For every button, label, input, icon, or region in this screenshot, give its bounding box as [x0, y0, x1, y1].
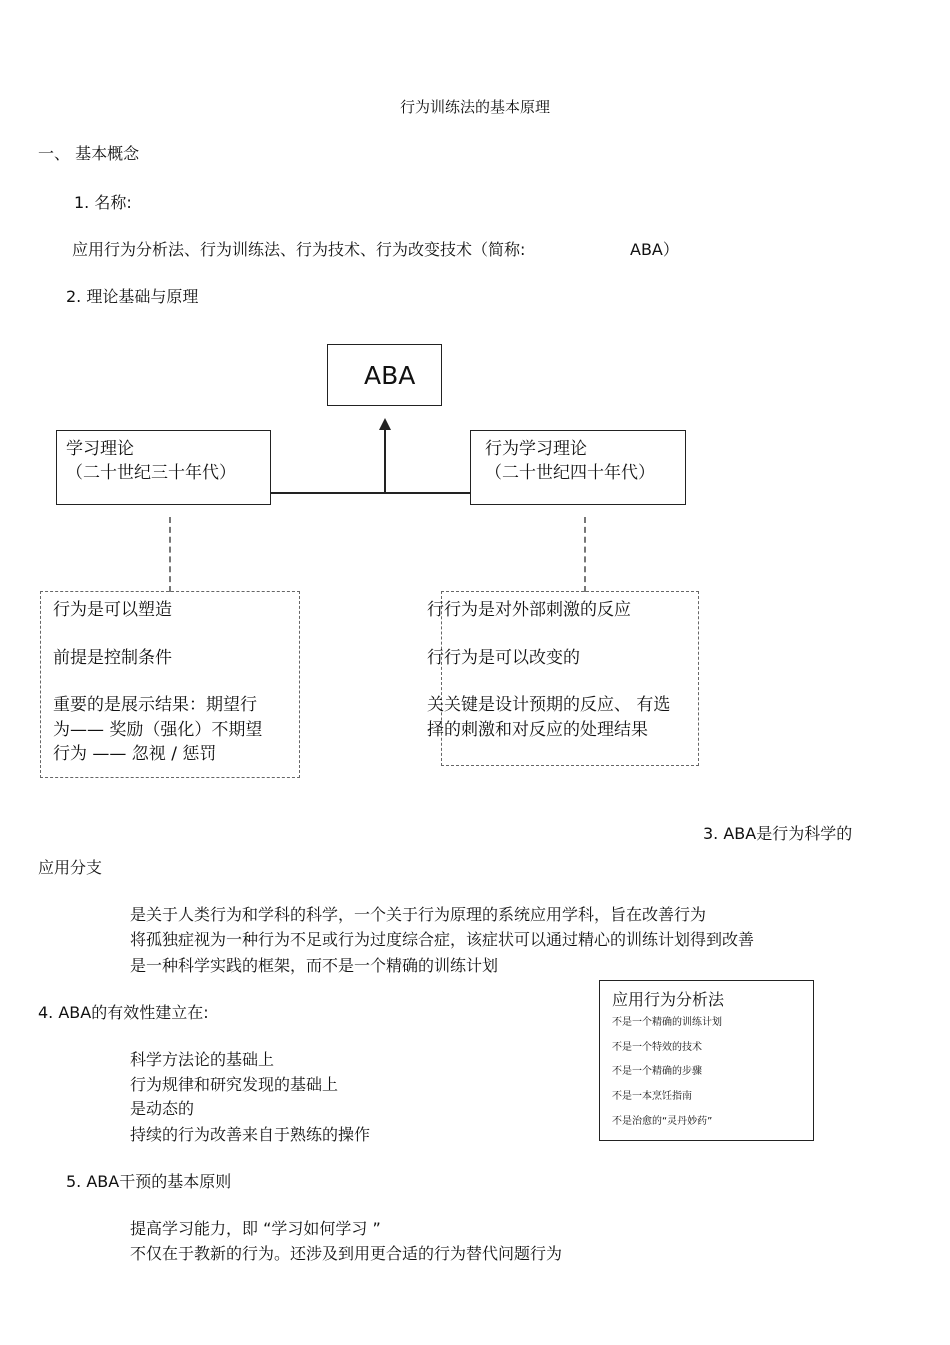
- behavior-learning-theory-box: [470, 430, 686, 505]
- left-dashed-connector: [169, 517, 171, 592]
- learning-theory-era: （二十世纪三十年代）: [66, 463, 236, 483]
- item4-point-1: 科学方法论的基础上: [130, 1050, 275, 1069]
- arrow-shaft: [384, 428, 386, 494]
- item2-label: 2. 理论基础与原理: [66, 287, 199, 306]
- behavior-learning-theory-title: 行为学习理论: [485, 439, 587, 459]
- aba-definition-title: 应用行为分析法: [612, 990, 725, 1009]
- aba-definition-box: [599, 980, 814, 1141]
- section-heading: 一、 基本概念: [38, 144, 140, 163]
- item5-label: 5. ABA干预的基本原则: [66, 1172, 232, 1191]
- item3-point-2: 将孤独症视为一种行为不足或行为过度综合症，该症状可以通过精心的训练计划得到改善: [130, 930, 755, 949]
- left-note-1: 行为是可以塑造: [53, 600, 172, 620]
- arrow-up-icon: [379, 418, 391, 430]
- item3-label: 3. ABA是行为科学的: [703, 824, 853, 843]
- page-title: 行为训练法的基本原理: [400, 98, 551, 116]
- item3-point-3: 是一种科学实践的框架，而不是一个精确的训练计划: [130, 956, 499, 975]
- item4-point-3: 是动态的: [130, 1099, 195, 1118]
- behavior-learning-theory-era: （二十世纪四十年代）: [485, 463, 655, 483]
- item3-continuation: 应用分支: [38, 858, 103, 877]
- item1-text: 应用行为分析法、行为训练法、行为技术、行为改变技术（简称:: [72, 240, 526, 259]
- item4-point-2: 行为规律和研究发现的基础上: [130, 1075, 339, 1094]
- item1-abbr: ABA）: [630, 240, 679, 259]
- left-note-2: 前提是控制条件: [53, 648, 172, 668]
- item1-label: 1. 名称:: [74, 193, 132, 212]
- item4-point-4: 持续的行为改善来自于熟练的操作: [130, 1125, 371, 1144]
- item5-point-1: 提高学习能力，即 “学习如何学习 ”: [130, 1219, 381, 1238]
- learning-theory-box: [56, 430, 271, 505]
- aba-definition-item-1: 不是一个精确的训练计划: [612, 1017, 722, 1028]
- aba-definition-item-5: 不是治愈的“灵丹妙药”: [612, 1116, 713, 1127]
- item5-point-2: 不仅在于教新的行为。还涉及到用更合适的行为替代问题行为: [130, 1244, 563, 1263]
- connector-line: [270, 492, 471, 494]
- right-note-1: 行行为是对外部刺激的反应: [427, 600, 631, 620]
- item3-point-1: 是关于人类行为和学科的科学，一个关于行为原理的系统应用学科，旨在改善行为: [130, 905, 707, 924]
- right-dashed-connector: [584, 517, 586, 592]
- learning-theory-title: 学习理论: [66, 439, 134, 459]
- aba-box: [327, 344, 442, 406]
- right-note-2: 行行为是可以改变的: [427, 648, 580, 668]
- right-note-4: 择的刺激和对反应的处理结果: [427, 720, 648, 740]
- left-note-3: 重要的是展示结果：期望行: [53, 695, 257, 715]
- item4-label: 4. ABA的有效性建立在:: [38, 1003, 209, 1022]
- left-note-4: 为—— 奖励（强化）不期望: [53, 720, 263, 740]
- aba-definition-item-4: 不是一本烹饪指南: [612, 1091, 692, 1102]
- right-note-3: 关关键是设计预期的反应、 有选: [427, 695, 671, 715]
- aba-box-label: ABA: [364, 361, 416, 390]
- aba-definition-item-2: 不是一个特效的技术: [612, 1042, 702, 1053]
- left-note-5: 行为 —— 忽视 / 惩罚: [53, 744, 217, 764]
- aba-definition-item-3: 不是一个精确的步骤: [612, 1066, 702, 1077]
